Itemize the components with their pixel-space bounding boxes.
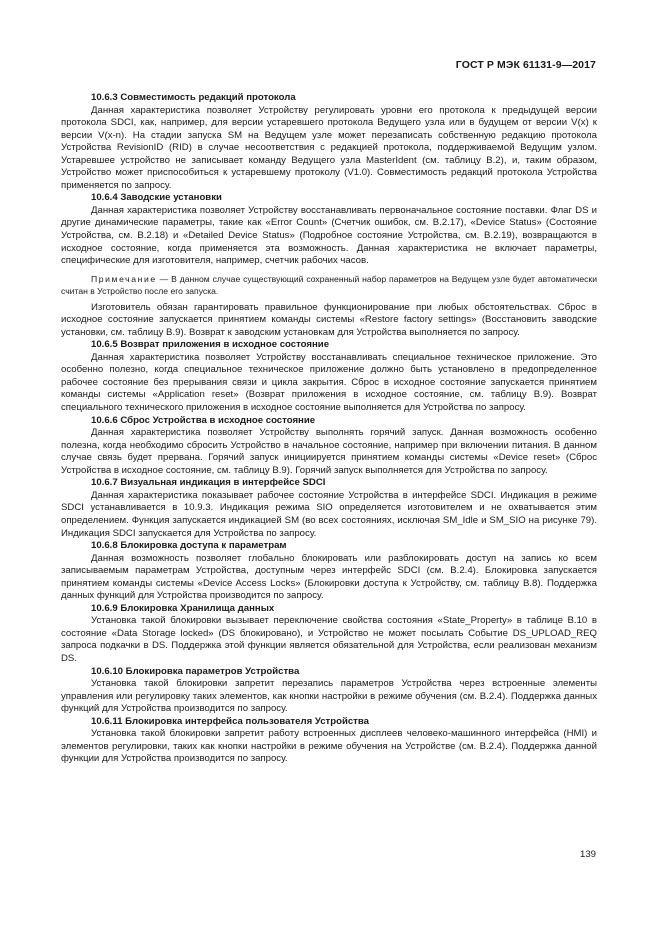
- section-paragraph: Данная возможность позволяет глобально блокировать или разблокировать доступ на запись ко всем записываемым параметрам Устройства, доступным через интерфейс SDCI (см. B.2.4). Блокировка запускается принятием команды системы «Device Access Locks» (Блокировки доступа к Устройству, см. таблицу B.8). Поддержка данных функций для Устройства производится по запросу.: [61, 552, 597, 602]
- document-code-header: ГОСТ Р МЭК 61131-9—2017: [455, 59, 596, 71]
- section-paragraph: Данная характеристика показывает рабочее состояние Устройства в интерфейсе SDCI. Индикация в режиме SDCI устанавливается в 10.9.3. Индикация режима SIO определяется изготовителем и не охватывается этим определением. Функция запускается индикацией SM (во всех состояниях, исключая SM_Idle и SM_SIO на рисунке 79). Индикация SDCI запускается для Устройства по запросу.: [61, 489, 597, 539]
- section-heading-10-6-6: 10.6.6 Сброс Устройства в исходное состояние: [91, 414, 316, 426]
- section-heading-10-6-4: 10.6.4 Заводские установки: [91, 192, 222, 204]
- section-heading-10-6-7: 10.6.7 Визуальная индикация в интерфейсе SDCI: [91, 477, 326, 489]
- section-heading-10-6-11: 10.6.11 Блокировка интерфейса пользователя Устройства: [91, 715, 369, 727]
- note-label: Примечание: [91, 273, 157, 284]
- section-paragraph: Изготовитель обязан гарантировать правильное функционирование при любых обстоятельствах. Сброс в исходное состояние запускается принятием команды системы «Restore factory settings» (Восстановить заводские установки, см. таблицу B.9). Возврат к заводским установкам для Устройства выполняется по запросу.: [61, 301, 597, 338]
- section-paragraph: Установка такой блокировки запретит перезапись параметров Устройства через встроенные элементы управления или регулировку таких элементов, как кнопки настройки в режиме обучения (см. B.2.4). Поддержка данных функций для Устройства производится по запросу.: [61, 678, 597, 715]
- section-paragraph: Установка такой блокировки запретит работу встроенных дисплеев человеко-машинного интерфейса (HMI) и элементов регулировки, таких как кнопки настройки в режиме обучения на Устройстве (см. B.2.4). Поддержка данной функции для Устройства производится по запросу.: [61, 728, 597, 765]
- section-paragraph: Установка такой блокировки вызывает переключение свойства состояния «State_Property» в таблице B.10 в состояние «Data Storage locked» (DS блокировано), и Устройство не может посылать Событие DS_UPLOAD_REQ запроса подкачки в DS. Поддержка этой функции является обязательной для Устройства, если реализован механизм DS.: [61, 615, 597, 664]
- page-number: 139: [579, 849, 596, 860]
- section-paragraph: Данная характеристика позволяет Устройству выполнять горячий запуск. Данная возможность особенно полезна, когда необходимо сбросить Устройство в начальное состояние, например при включении питания. В данном случае связь будет прервана. Горячий запуск инициируется принятием команды системы «Device reset» (Сброс Устройства в исходное состояние, см. таблицу B.9). Горячий запуск выполняется для Устройства по запросу.: [61, 427, 597, 476]
- section-heading-10-6-3: 10.6.3 Совместимость редакций протокола: [91, 92, 296, 103]
- section-heading-10-6-8: 10.6.8 Блокировка доступа к параметрам: [91, 540, 287, 552]
- section-paragraph: Данная характеристика позволяет Устройству восстанавливать первоначальное состояние поставки. Флаг DS и другие динамические параметры, такие как «Error Count» (Счетчик ошибок, см. B.2.17), «Device Status» (Состояние Устройства, см. B.2.18) и «Detailed Device Status» (Подробное состояние Устройства, см. B.2.19), возвращаются в исходное состояние, когда применяется эта возможность. Данная характеристика не включает параметры, специфические для изготовителя, например, счетчик рабочих часов.: [61, 204, 597, 267]
- section-heading-10-6-5: 10.6.5 Возврат приложения в исходное состояние: [91, 339, 330, 351]
- section-heading-10-6-9: 10.6.9 Блокировка Хранилища данных: [91, 602, 275, 614]
- section-paragraph: Данная характеристика позволяет Устройству регулировать уровни его протокола к предыдущей версии протокола SDCI, как, например, для версии устаревшего протокола Ведущего узла или в будущем от версии V(x) к версии V(x-n). На стадии запуска SM на Ведущем узле может перезаписать собственную редакцию протокола Устройства RevisionID (RID) в случае несоответствия с редакцией протокола, поддерживаемой Ведущим узлом. Устаревшее устройство не записывает команду Ведущего узла MasterIdent (см. таблицу B.2), и, таким образом, Устройство может приспособиться к устаревшему протоколу (V1.0). Совместимость редакций протокола Устройства применяется по запросу.: [61, 104, 597, 191]
- section-paragraph: Данная характеристика позволяет Устройству восстанавливать специальное техническое приложение. Это особенно полезно, когда специальное техническое приложение должно быть установлено в предопределенное рабочее состояние без прерывания связи и цикла закрытия. Сброс в исходное состояние запускается принятием команды системы «Application reset» (Возврат приложения в исходное состояние, см. таблицу B.9). Возврат специального технического приложения в исходное состояние выполняется для Устройства по запросу.: [61, 351, 597, 414]
- note-paragraph: [61, 273, 597, 297]
- document-body: [61, 92, 597, 766]
- note-text: — В данном случае существующий сохраненный набор параметров на Ведущем узле будет автоматически считан в Устройство после его запуска.: [61, 273, 597, 296]
- section-heading-10-6-10: 10.6.10 Блокировка параметров Устройства: [91, 665, 300, 677]
